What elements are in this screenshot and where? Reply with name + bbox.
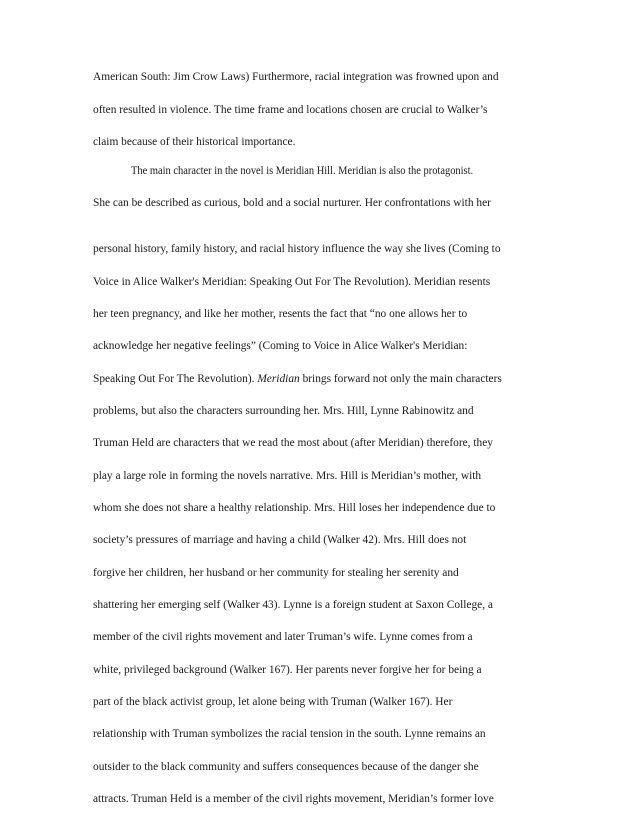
text-line: play a large role in forming the novels narrative. Mrs. Hill is Meridian’s mother, with [93, 470, 482, 482]
text-line: forgive her children, her husband or her community for stealing her serenity and [93, 567, 459, 579]
text-line: claim because of their historical importance. [93, 136, 296, 148]
text-line: member of the civil rights movement and later Truman’s wife. Lynne comes from a [93, 631, 473, 643]
text-line: shattering her emerging self (Walker 43). Lynne is a foreign student at Saxon College, a [93, 599, 493, 611]
text-line: attracts. Truman Held is a member of the civil rights movement, Meridian’s former love [93, 793, 494, 805]
book-title-italic: Meridian [257, 373, 300, 385]
text-line: acknowledge her negative feelings” (Coming to Voice in Alice Walker's Meridian: [93, 340, 468, 352]
text-line: problems, but also the characters surrounding her. Mrs. Hill, Lynne Rabinowitz and [93, 405, 474, 417]
text-line-with-italic [93, 372, 553, 386]
text-line: whom she does not share a healthy relationship. Mrs. Hill loses her independence due to [93, 502, 496, 514]
text-line: her teen pregnancy, and like her mother, resents the fact that “no one allows her to [93, 308, 468, 320]
paragraph-first-line: The main character in the novel is Meridian Hill. Meridian is also the protagonist. [131, 165, 474, 177]
text-line: Voice in Alice Walker's Meridian: Speaking Out For The Revolution). Meridian resents [93, 276, 491, 288]
text-line: She can be described as curious, bold and a social nurturer. Her confrontations with her [93, 197, 491, 209]
text-line: relationship with Truman symbolizes the racial tension in the south. Lynne remains an [93, 728, 486, 740]
text-line: Truman Held are characters that we read the most about (after Meridian) therefore, they [93, 437, 493, 449]
text-line: society’s pressures of marriage and having a child (Walker 42). Mrs. Hill does not [93, 534, 467, 546]
text-line: white, privileged background (Walker 167). Her parents never forgive her for being a [93, 664, 482, 676]
text-segment: Speaking Out For The Revolution). [93, 373, 258, 385]
text-line: outsider to the black community and suffers consequences because of the danger she [93, 761, 479, 773]
text-line: personal history, family history, and racial history influence the way she lives (Coming to [93, 243, 501, 255]
text-segment: brings forward not only the main characters [299, 373, 502, 385]
text-line: American South: Jim Crow Laws) Furthermore, racial integration was frowned upon and [93, 71, 499, 83]
text-line: part of the black activist group, let alone being with Truman (Walker 167). Her [93, 696, 453, 708]
text-line: often resulted in violence. The time frame and locations chosen are crucial to Walker’s [93, 104, 488, 116]
